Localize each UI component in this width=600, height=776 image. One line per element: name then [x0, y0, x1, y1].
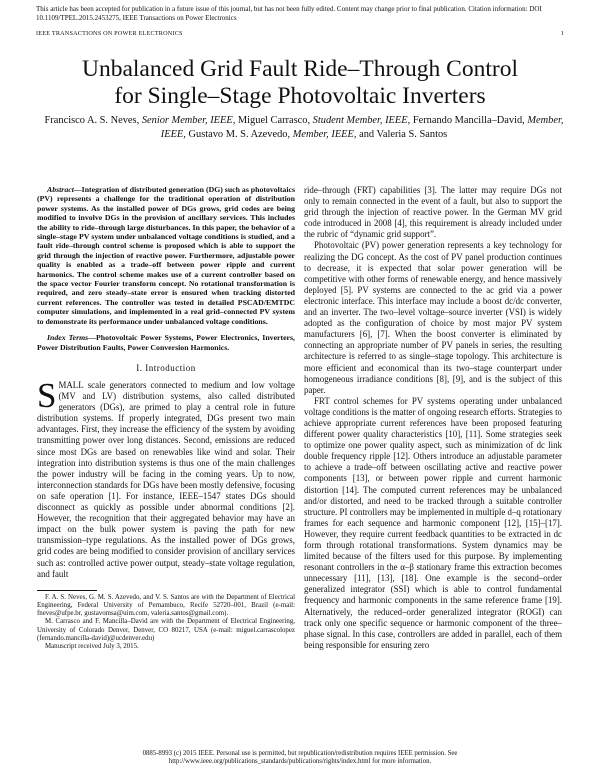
abstract-label: Abstract	[47, 185, 74, 194]
author-1-role: Senior Member, IEEE,	[141, 115, 236, 126]
paper-title	[0, 56, 600, 110]
intro-paragraph-1	[37, 376, 295, 580]
footer-line-2: http://www.ieee.org/publications_standards/publications/rights/index.html for more information.	[168, 758, 432, 766]
intro-smallcaps: MALL	[58, 380, 84, 390]
abstract	[37, 185, 295, 326]
right-column	[304, 185, 562, 651]
author-5-name: and Valeria S. Santos	[359, 128, 448, 140]
author-3-name: Fernando Mancilla–David,	[412, 115, 525, 126]
abstract-text: —Integration of distributed generation (DG) such as photovoltaics (PV) represents a challenge for the traditional operation of distribution power systems. As the installed power of DGs grows, grid codes are being modified to involve DGs in the provision of ancillary services. This includes the ability to ride–through large disturbances. In this paper, the behavior of a single–stage PV system under unbalanced voltage conditions is studied, and a fault ride–through control scheme is proposed which is able to support the grid through the injection of reactive power. Furthermore, adjustable power quality is enabled as a trade–off between power ripple and current harmonics. The control scheme makes use of a current controller based on the space vector Fourier transform concept. No rotational transformation is required, and zero steady–state error is ensured when tracking distorted current references. The controller was tested in detailed PSCAD/EMTDC computer simulations, and implemented in a real grid–connected PV system to demonstrate its performance under unbalanced voltage conditions.	[37, 185, 295, 326]
title-line-1: Unbalanced Grid Fault Ride–Through Control	[82, 56, 518, 82]
index-terms-label: Index Terms	[47, 333, 89, 343]
author-2-role: Student Member, IEEE,	[312, 115, 411, 126]
author-1-name: Francisco A. S. Neves,	[44, 115, 140, 126]
author-2-name: Miguel Carrasco,	[237, 115, 311, 126]
footnote-divider	[37, 590, 97, 591]
footnote-3: Manuscript received July 3, 2015.	[45, 642, 139, 650]
journal-name: IEEE TRANSACTIONS ON POWER ELECTRONICS	[36, 30, 183, 37]
copyright-footer	[0, 750, 600, 767]
footnote-2: M. Carrasco and F. Mancilla–David are with the Department of Electrical Engineering, University of Colorado Denver, Denver, CO 80217, USA (e-mail: miguel.carrascolopez (fernando.mancilla-david)@ucdenver.edu)	[37, 618, 295, 642]
drop-cap: S	[37, 376, 57, 415]
publication-notice	[36, 5, 584, 22]
author-list	[40, 114, 568, 141]
author-4-name: Gustavo M. S. Azevedo,	[188, 128, 291, 140]
page-number: 1	[560, 30, 564, 37]
right-paragraph-2: Photovoltaic (PV) power generation represents a key technology for realizing the DG concept. As the cost of PV panel production continues to decrease, it is expected that solar power generation will be competitive with other forms of renewable energy, and hence massively deployed [5]. PV systems are connected to the ac grid via a power electronic interface. This interface may include a boost dc/dc converter, and an inverter. The two–level voltage–source inverter (VSI) is widely adopted as the configuration of choice by most major PV system manufacturers [6], [7]. When the boost converter is eliminated by connecting an appropriate number of PV panels in series, the resulting architecture is referred to as single–stage topology. This architecture is more efficient and economical than its two–stage counterpart under homogeneous irradiance conditions [8], [9], and is the subject of this paper.	[304, 240, 562, 395]
index-terms	[37, 333, 295, 352]
right-paragraph-1: ride–through (FRT) capabilities [3]. The latter may require DGs not only to remain connected in the event of a fault, but also to support the grid through the injection of reactive power. In the German MV grid code introduced in 2008 [4], this requirement is already included under the rubric of “dynamic grid support”.	[304, 185, 562, 240]
section-heading-introduction: I. Introduction	[136, 362, 196, 373]
notice-line-2: 10.1109/TPEL.2015.2453275, IEEE Transactions on Power Electronics	[36, 13, 237, 22]
right-paragraph-3: FRT control schemes for PV systems operating under unbalanced voltage conditions is the matter of ongoing research efforts. Strategies to achieve appropriate current references have been proposed featuring different power quality characteristics [10], [11]. Some strategies seek to optimize one power quality aspect, such as minimization of dc link double frequency ripple [12]. Others introduce an adjustable parameter to achieve a trade–off between oscillating active and reactive power components [13], or between power ripple and current harmonic distortion [14]. The computed current references may be unbalanced and/or distorted, and need to be tracked through a suitable controller structure. PI controllers may be implemented in multiple d–q rotationary frames for each sequence and harmonic component [12], [15]–[17]. However, they require current feedback quantities to be extracted in dc form through rotational transformations. System dynamics may be limited because of the filters used for this purpose. By implementing resonant controllers in the α–β stationary frame this extraction becomes unnecessary [11], [13], [18]. One example is the second–order generalized integrator (SSI) which is able to control fundamental frequency and harmonic components in the same reference frame [19]. Alternatively, the reduced–order generalized integrator (ROGI) can track only one specific sequence or harmonic component of the three–phase signal. In this case, controllers are added in parallel, each of them being responsible for ensuring zero	[304, 395, 562, 650]
footnote-1: F. A. S. Neves, G. M. S. Azevedo, and V. S. Santos are with the Department of Electrical Engineering, Federal University of Pernambuco, Recife 52720–001, Brazil (e-mail: fneves@ufpe.br, gustavomsa@uim.com, valeria.santos@gmail.com).	[37, 593, 295, 618]
footer-line-1: 0885-8993 (c) 2015 IEEE. Personal use is permitted, but republication/redistribution requires IEEE permission. See	[142, 750, 458, 757]
title-line-2: for Single–Stage Photovoltaic Inverters	[114, 83, 486, 109]
running-head	[36, 30, 564, 37]
intro-text: scale generators connected to medium and low voltage (MV and LV) distribution systems, also called distributed generators (DGs), are primed to play a central role in future distribution systems. If properly integrated, DGs present two main advantages. First, they increase the efficiency of the system by avoiding transmitting power over long distances. Second, emissions are reduced since most DGs are based on renewables like wind and solar. Their integration into distribution systems is thus one of the main challenges the power industry will be facing in the coming years. Up to now, interconnection standards for DGs have been mostly defensive, focusing on safe operation [1]. For instance, IEEE–1547 states DGs should disconnect as quickly as possible under abnormal conditions [2]. However, the recognition that their aggregated behavior may have an impact on the bulk power system is paving the path for new transmission–type regulations. As the installed power of DGs grows, grid codes are being modified to consider provision of ancillary services such as: controlled active power output, steady–state voltage regulation, and fault	[37, 380, 295, 579]
notice-line-1: This article has been accepted for publication in a future issue of this journal, but has not been fully edited. Content may change prior to final publication. Citation information: DOI	[36, 5, 542, 13]
left-column	[37, 185, 295, 651]
author-4-role: Member, IEEE,	[292, 128, 357, 140]
index-terms-text: —Photovoltaic Power Systems, Power Electronics, Inverters, Power Distribution Faults, Power Conversion Harmonics.	[37, 333, 296, 352]
author-3-role: Member, IEEE,	[160, 115, 564, 140]
